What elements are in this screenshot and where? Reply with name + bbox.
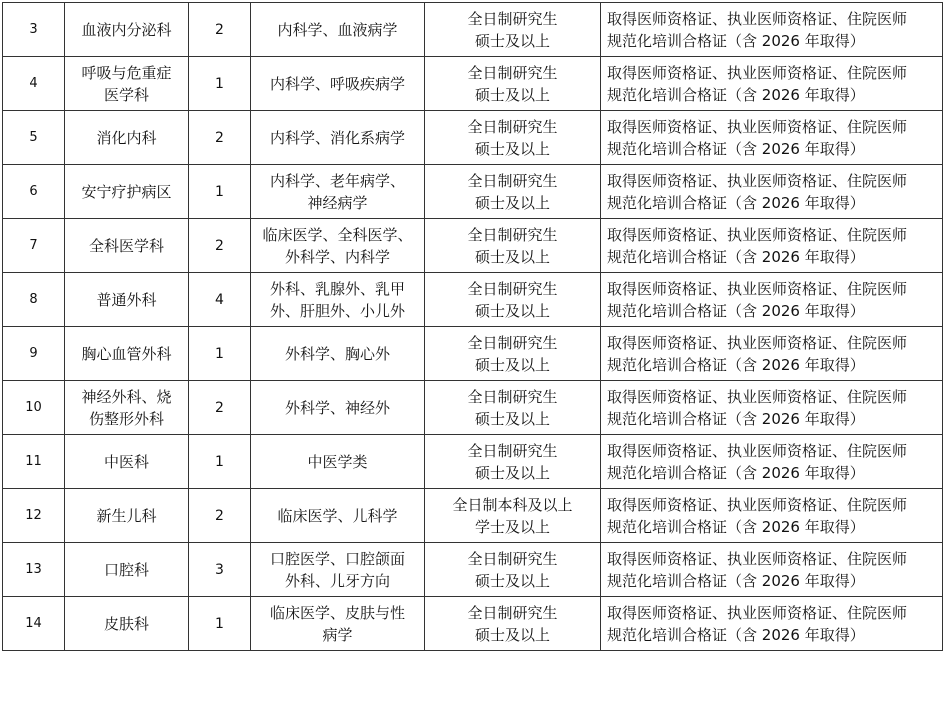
cell-requirements-line: 取得医师资格证、执业医师资格证、住院医师 — [607, 117, 908, 136]
table-row — [3, 273, 943, 327]
cell-department-line: 医学科 — [103, 85, 149, 104]
cell-department — [65, 489, 189, 543]
cell-requirements-line: 取得医师资格证、执业医师资格证、住院医师 — [607, 441, 908, 460]
cell-department-line: 血液内分泌科 — [81, 20, 172, 39]
cell-department-line: 神经外科、烧 — [81, 387, 172, 406]
cell-requirements-line: 取得医师资格证、执业医师资格证、住院医师 — [607, 549, 908, 568]
cell-major — [251, 327, 425, 381]
cell-education-line: 全日制研究生 — [467, 171, 558, 190]
table-row — [3, 489, 943, 543]
cell-headcount: 1 — [189, 327, 251, 381]
cell-requirements — [601, 111, 943, 165]
cell-position-number: 5 — [3, 111, 65, 165]
cell-requirements-line: 规范化培训合格证（含 2026 年取得） — [607, 193, 865, 212]
cell-department-line: 伤整形外科 — [88, 409, 164, 428]
cell-department — [65, 597, 189, 651]
cell-position-number: 13 — [3, 543, 65, 597]
cell-requirements — [601, 273, 943, 327]
cell-education-line: 硕士及以上 — [474, 571, 550, 590]
cell-department-line: 新生儿科 — [96, 506, 157, 525]
cell-education — [425, 111, 601, 165]
cell-major-line: 内科学、呼吸疾病学 — [269, 74, 405, 93]
cell-headcount: 1 — [189, 597, 251, 651]
cell-major-line: 神经病学 — [307, 193, 368, 212]
cell-major-line: 外科学、内科学 — [284, 247, 390, 266]
cell-education-line: 硕士及以上 — [474, 355, 550, 374]
cell-education — [425, 219, 601, 273]
cell-education-line: 全日制研究生 — [467, 225, 558, 244]
cell-requirements-line: 取得医师资格证、执业医师资格证、住院医师 — [607, 171, 908, 190]
cell-major-line: 外、肝胆外、小儿外 — [269, 301, 405, 320]
cell-requirements-line: 规范化培训合格证（含 2026 年取得） — [607, 463, 865, 482]
cell-major — [251, 435, 425, 489]
cell-requirements — [601, 219, 943, 273]
cell-education — [425, 543, 601, 597]
cell-major-line: 中医学类 — [307, 452, 368, 471]
cell-major — [251, 489, 425, 543]
cell-position-number: 14 — [3, 597, 65, 651]
cell-requirements-line: 规范化培训合格证（含 2026 年取得） — [607, 625, 865, 644]
cell-major — [251, 273, 425, 327]
cell-requirements-line: 规范化培训合格证（含 2026 年取得） — [607, 517, 865, 536]
cell-education — [425, 435, 601, 489]
cell-department-line: 消化内科 — [96, 128, 157, 147]
cell-major-line: 外科、儿牙方向 — [284, 571, 390, 590]
cell-position-number: 8 — [3, 273, 65, 327]
table-row — [3, 381, 943, 435]
cell-department — [65, 219, 189, 273]
cell-headcount: 2 — [189, 489, 251, 543]
cell-education — [425, 57, 601, 111]
cell-headcount: 3 — [189, 543, 251, 597]
cell-education-line: 硕士及以上 — [474, 193, 550, 212]
cell-education-line: 全日制研究生 — [467, 387, 558, 406]
cell-education-line: 学士及以上 — [474, 517, 550, 536]
cell-major-line: 内科学、消化系病学 — [269, 128, 405, 147]
cell-education — [425, 489, 601, 543]
cell-department — [65, 165, 189, 219]
cell-requirements-line: 取得医师资格证、执业医师资格证、住院医师 — [607, 603, 908, 622]
cell-major — [251, 165, 425, 219]
cell-major — [251, 597, 425, 651]
cell-major-line: 外科学、胸心外 — [284, 344, 390, 363]
table-row — [3, 57, 943, 111]
cell-requirements-line: 取得医师资格证、执业医师资格证、住院医师 — [607, 279, 908, 298]
cell-department — [65, 543, 189, 597]
cell-department-line: 中医科 — [103, 452, 149, 471]
cell-major-line: 临床医学、全科医学、 — [262, 225, 413, 244]
cell-requirements — [601, 543, 943, 597]
cell-position-number: 3 — [3, 3, 65, 57]
cell-education-line: 全日制研究生 — [467, 603, 558, 622]
cell-requirements-line: 规范化培训合格证（含 2026 年取得） — [607, 31, 865, 50]
cell-education-line: 硕士及以上 — [474, 625, 550, 644]
cell-department — [65, 57, 189, 111]
cell-headcount: 1 — [189, 435, 251, 489]
cell-headcount: 2 — [189, 219, 251, 273]
cell-requirements-line: 取得医师资格证、执业医师资格证、住院医师 — [607, 387, 908, 406]
table-body — [3, 3, 943, 651]
cell-requirements-line: 规范化培训合格证（含 2026 年取得） — [607, 409, 865, 428]
cell-education — [425, 165, 601, 219]
cell-education-line: 全日制研究生 — [467, 549, 558, 568]
cell-department — [65, 327, 189, 381]
cell-major — [251, 219, 425, 273]
cell-education-line: 全日制本科及以上 — [452, 495, 573, 514]
cell-position-number: 6 — [3, 165, 65, 219]
cell-requirements-line: 取得医师资格证、执业医师资格证、住院医师 — [607, 333, 908, 352]
cell-requirements — [601, 381, 943, 435]
cell-department-line: 呼吸与危重症 — [81, 63, 172, 82]
cell-education-line: 硕士及以上 — [474, 409, 550, 428]
cell-education — [425, 381, 601, 435]
cell-position-number: 12 — [3, 489, 65, 543]
cell-department — [65, 3, 189, 57]
cell-department — [65, 381, 189, 435]
cell-position-number: 7 — [3, 219, 65, 273]
cell-education — [425, 327, 601, 381]
cell-department-line: 普通外科 — [96, 290, 157, 309]
cell-position-number: 10 — [3, 381, 65, 435]
cell-requirements-line: 规范化培训合格证（含 2026 年取得） — [607, 85, 865, 104]
cell-department — [65, 435, 189, 489]
cell-department-line: 全科医学科 — [88, 236, 164, 255]
cell-headcount: 2 — [189, 111, 251, 165]
cell-requirements-line: 规范化培训合格证（含 2026 年取得） — [607, 301, 865, 320]
cell-headcount: 4 — [189, 273, 251, 327]
cell-education-line: 硕士及以上 — [474, 247, 550, 266]
cell-requirements-line: 规范化培训合格证（含 2026 年取得） — [607, 139, 865, 158]
cell-department-line: 皮肤科 — [103, 614, 149, 633]
cell-department-line: 安宁疗护病区 — [81, 182, 172, 201]
cell-department-line: 胸心血管外科 — [81, 344, 172, 363]
table-row — [3, 219, 943, 273]
table-row — [3, 435, 943, 489]
cell-department — [65, 111, 189, 165]
cell-major — [251, 3, 425, 57]
recruitment-table — [2, 2, 943, 651]
cell-major-line: 口腔医学、口腔颌面 — [269, 549, 405, 568]
cell-education-line: 全日制研究生 — [467, 441, 558, 460]
cell-requirements — [601, 435, 943, 489]
cell-requirements-line: 取得医师资格证、执业医师资格证、住院医师 — [607, 495, 908, 514]
cell-education-line: 全日制研究生 — [467, 9, 558, 28]
cell-requirements — [601, 3, 943, 57]
cell-education-line: 硕士及以上 — [474, 139, 550, 158]
cell-major-line: 病学 — [322, 625, 353, 644]
cell-position-number: 11 — [3, 435, 65, 489]
cell-major — [251, 111, 425, 165]
cell-education-line: 硕士及以上 — [474, 85, 550, 104]
table-row — [3, 597, 943, 651]
cell-education-line: 硕士及以上 — [474, 301, 550, 320]
cell-education — [425, 597, 601, 651]
cell-requirements — [601, 489, 943, 543]
cell-major-line: 内科学、血液病学 — [277, 20, 398, 39]
cell-education-line: 全日制研究生 — [467, 333, 558, 352]
table-row — [3, 327, 943, 381]
cell-education-line: 硕士及以上 — [474, 463, 550, 482]
table-row — [3, 165, 943, 219]
cell-requirements-line: 规范化培训合格证（含 2026 年取得） — [607, 355, 865, 374]
cell-education-line: 全日制研究生 — [467, 117, 558, 136]
table-row — [3, 3, 943, 57]
cell-major-line: 外科、乳腺外、乳甲 — [269, 279, 405, 298]
cell-requirements — [601, 165, 943, 219]
cell-headcount: 1 — [189, 165, 251, 219]
cell-department — [65, 273, 189, 327]
cell-education-line: 硕士及以上 — [474, 31, 550, 50]
cell-major-line: 临床医学、儿科学 — [277, 506, 398, 525]
cell-education — [425, 273, 601, 327]
cell-education-line: 全日制研究生 — [467, 63, 558, 82]
cell-requirements-line: 取得医师资格证、执业医师资格证、住院医师 — [607, 225, 908, 244]
cell-major — [251, 57, 425, 111]
cell-headcount: 2 — [189, 381, 251, 435]
table-row — [3, 543, 943, 597]
cell-requirements-line: 取得医师资格证、执业医师资格证、住院医师 — [607, 9, 908, 28]
cell-major-line: 内科学、老年病学、 — [269, 171, 405, 190]
table-row — [3, 111, 943, 165]
cell-headcount: 1 — [189, 57, 251, 111]
cell-requirements — [601, 57, 943, 111]
cell-requirements — [601, 597, 943, 651]
cell-major-line: 临床医学、皮肤与性 — [269, 603, 405, 622]
cell-major — [251, 381, 425, 435]
cell-position-number: 9 — [3, 327, 65, 381]
cell-requirements-line: 规范化培训合格证（含 2026 年取得） — [607, 571, 865, 590]
cell-education-line: 全日制研究生 — [467, 279, 558, 298]
cell-major — [251, 543, 425, 597]
cell-headcount: 2 — [189, 3, 251, 57]
cell-education — [425, 3, 601, 57]
cell-major-line: 外科学、神经外 — [284, 398, 390, 417]
cell-requirements-line: 取得医师资格证、执业医师资格证、住院医师 — [607, 63, 908, 82]
cell-department-line: 口腔科 — [103, 560, 149, 579]
cell-requirements-line: 规范化培训合格证（含 2026 年取得） — [607, 247, 865, 266]
cell-requirements — [601, 327, 943, 381]
cell-position-number: 4 — [3, 57, 65, 111]
